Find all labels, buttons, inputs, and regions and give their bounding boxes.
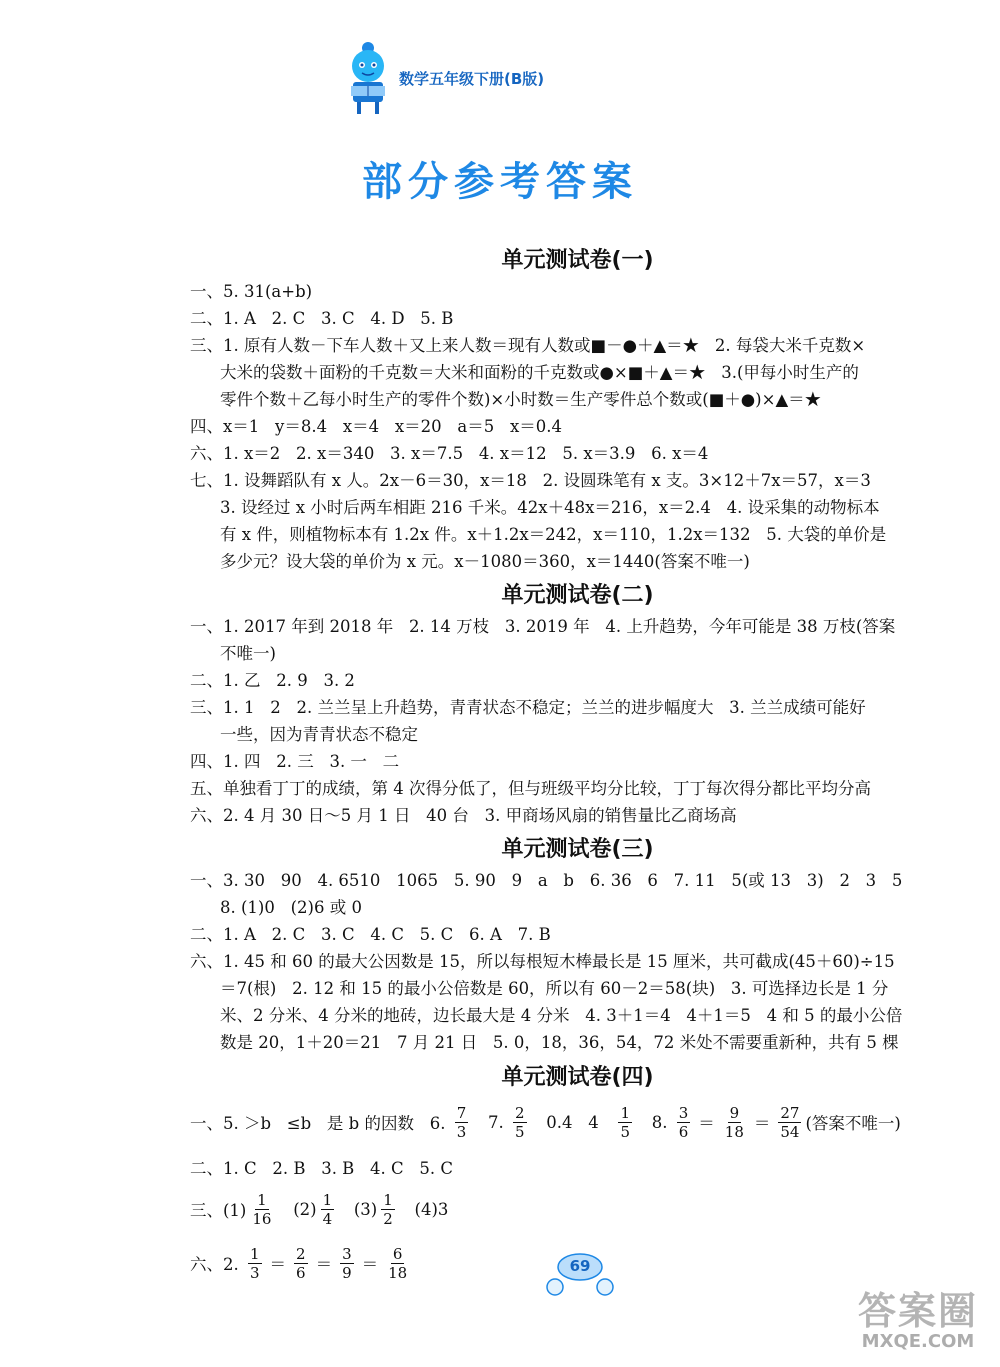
fraction: $\frac{1}{2}$ xyxy=(383,1190,393,1228)
section-unit-test-3 xyxy=(190,832,965,1056)
fraction: $\frac{6}{18}$ xyxy=(388,1244,408,1282)
section-title: 单元测试卷(四) xyxy=(501,1065,654,1090)
equals-sign: ＝ xyxy=(361,1255,379,1274)
section-title: 单元测试卷(三) xyxy=(501,837,654,862)
fraction: $\frac{1}{3}$ xyxy=(250,1244,260,1282)
answer-line: 二、1. A 2. C 3. C 4. C 5. C 6. A 7. B xyxy=(190,925,551,944)
fraction: $\frac{2}{5}$ xyxy=(514,1103,525,1141)
answer-line: 六、1. x＝2 2. x＝340 3. x＝7.5 4. x＝12 5. x＝3.9 6. x＝4 xyxy=(190,444,709,463)
answer-text: 一、5. ＞b ≤b 是 b 的因数 6. xyxy=(190,1114,451,1133)
answer-line: 米、2 分米、4 分米的地砖，边长最大是 4 分米 4. 3＋1＝4 4＋1＝5 4 和 5 的最小公倍 xyxy=(220,1006,903,1025)
answer-text: (2) xyxy=(277,1199,317,1219)
answer-line: 四、x＝1 y＝8.4 x＝4 x＝20 a＝5 x＝0.4 xyxy=(190,417,563,436)
equals-sign: ＝ xyxy=(269,1255,287,1274)
answer-line: 大米的袋数＋面粉的千克数＝大米和面粉的千克数或●×■＋▲＝★ 3.(甲每小时生产的 xyxy=(220,363,859,382)
page-title: 部分参考答案 xyxy=(362,159,638,205)
equals-sign: ＝ xyxy=(315,1255,333,1274)
fraction: $\frac{1}{4}$ xyxy=(322,1190,333,1228)
answer-lines xyxy=(190,278,965,575)
fraction: $\frac{27}{54}$ xyxy=(780,1103,800,1141)
answer-line: 二、1. 乙 2. 9 3. 2 xyxy=(190,671,355,690)
answer-line: 六、2. 4 月 30 日～5 月 1 日 40 台 3. 甲商场风扇的销售量比乙商场高 xyxy=(190,806,737,825)
book-header xyxy=(345,38,544,118)
answer-line: 四、1. 四 2. 三 3. 一 二 xyxy=(190,752,400,771)
answer-line: 有 x 件，则植物标本有 1.2x 件。x＋1.2x＝242，x＝110，1.2x＝132 5. 大袋的单价是 xyxy=(220,525,887,544)
answer-line: 三、1. 原有人数－下车人数＋又上来人数＝现有人数或■－●＋▲＝★ 2. 每袋大米千克数× xyxy=(190,336,866,355)
fraction: $\frac{7}{3}$ xyxy=(456,1103,467,1141)
answer-line: 零件个数＋乙每小时生产的零件个数)×小时数＝生产零件总个数或(■＋●)×▲＝★ xyxy=(220,390,822,409)
section-unit-test-1 xyxy=(190,243,965,575)
fraction: $\frac{3}{6}$ xyxy=(678,1103,689,1141)
answer-line: 六、1. 45 和 60 的最大公因数是 15，所以每根短木棒最长是 15 厘米，共可截成(45＋60)÷15 xyxy=(190,952,895,971)
answer-text: (4)3 xyxy=(398,1199,449,1219)
book-title: 数学五年级下册(B版) xyxy=(399,69,545,88)
fraction: $\frac{3}{9}$ xyxy=(342,1244,352,1282)
section-title: 单元测试卷(一) xyxy=(501,248,654,273)
answer-line xyxy=(190,1182,965,1236)
fraction: $\frac{1}{16}$ xyxy=(252,1190,272,1228)
watermark xyxy=(838,1280,998,1364)
answer-text: 8. xyxy=(636,1112,673,1132)
answer-line: 二、1. C 2. B 3. B 4. C 5. C xyxy=(190,1159,454,1178)
answer-line: 多少元？设大袋的单价为 x 元。x－1080＝360，x＝1440(答案不唯一) xyxy=(220,552,750,571)
answer-text: 7. xyxy=(472,1112,509,1132)
answer-line: 一、3. 30 90 4. 6510 1065 5. 90 9 a b 6. 36 6 7. 11 5(或 13 3) 2 3 5 xyxy=(190,871,903,890)
answer-text: 三、(1) xyxy=(190,1201,247,1220)
answer-line: 七、1. 设舞蹈队有 x 人。2x－6＝30，x＝18 2. 设圆珠笔有 x 支。3×12＋7x＝57，x＝3 xyxy=(190,471,871,490)
answer-line: 一、1. 2017 年到 2018 年 2. 14 万枝 3. 2019 年 4. 上升趋势，今年可能是 38 万枝(答案 xyxy=(190,617,896,636)
equals-sign: ＝ xyxy=(753,1114,771,1133)
answer-line: 8. (1)0 (2)6 或 0 xyxy=(220,898,362,917)
answer-line xyxy=(190,1095,965,1149)
answer-text: (3) xyxy=(338,1199,378,1219)
section-unit-test-2 xyxy=(190,578,965,829)
answer-line: 三、1. 1 2 2. 兰兰呈上升趋势，青青状态不稳定；兰兰的进步幅度大 3. 兰兰成绩可能好 xyxy=(190,698,866,717)
answer-line: 二、1. A 2. C 3. C 4. D 5. B xyxy=(190,309,454,328)
answer-line: 3. 设经过 x 小时后两车相距 216 千米。42x＋48x＝216，x＝2.4 4. 设采集的动物标本 xyxy=(220,498,880,517)
answer-line: 五、单独看丁丁的成绩，第 4 次得分低了，但与班级平均分比较，丁丁每次得分都比平均分高 xyxy=(190,779,871,798)
fraction: $\frac{2}{6}$ xyxy=(296,1244,306,1282)
page-number-badge xyxy=(545,1243,615,1299)
answer-line: 一些，因为青青状态不稳定 xyxy=(220,725,418,744)
fraction: $\frac{1}{5}$ xyxy=(620,1103,631,1141)
page-number: 69 xyxy=(569,1257,591,1275)
answer-text: 0.4 4 xyxy=(530,1112,615,1132)
answer-line: 不唯一) xyxy=(220,644,276,663)
equals-sign: ＝ xyxy=(698,1114,715,1133)
answer-text: (答案不唯一) xyxy=(805,1114,901,1133)
watermark-url: MXQE.COM xyxy=(861,1331,975,1352)
answer-line: ＝7(根) 2. 12 和 15 的最小公倍数是 60，所以有 60－2＝58(块) 3. 可选择边长是 1 分 xyxy=(220,979,889,998)
watermark-logo: 答案圈 xyxy=(857,1289,978,1333)
section-title: 单元测试卷(二) xyxy=(501,583,654,608)
answer-line: 数是 20，1＋20＝21 7 月 21 日 5. 0，18，36，54，72 米处不需要重新种，共有 5 棵 xyxy=(220,1033,899,1052)
girl-reading-mascot-icon xyxy=(345,40,391,116)
answer-text: 六、2. xyxy=(190,1255,244,1274)
answer-lines xyxy=(190,613,965,829)
fraction: $\frac{9}{18}$ xyxy=(724,1103,744,1141)
answer-line: 一、5. 31(a+b) xyxy=(190,282,313,301)
answer-lines xyxy=(190,867,965,1056)
